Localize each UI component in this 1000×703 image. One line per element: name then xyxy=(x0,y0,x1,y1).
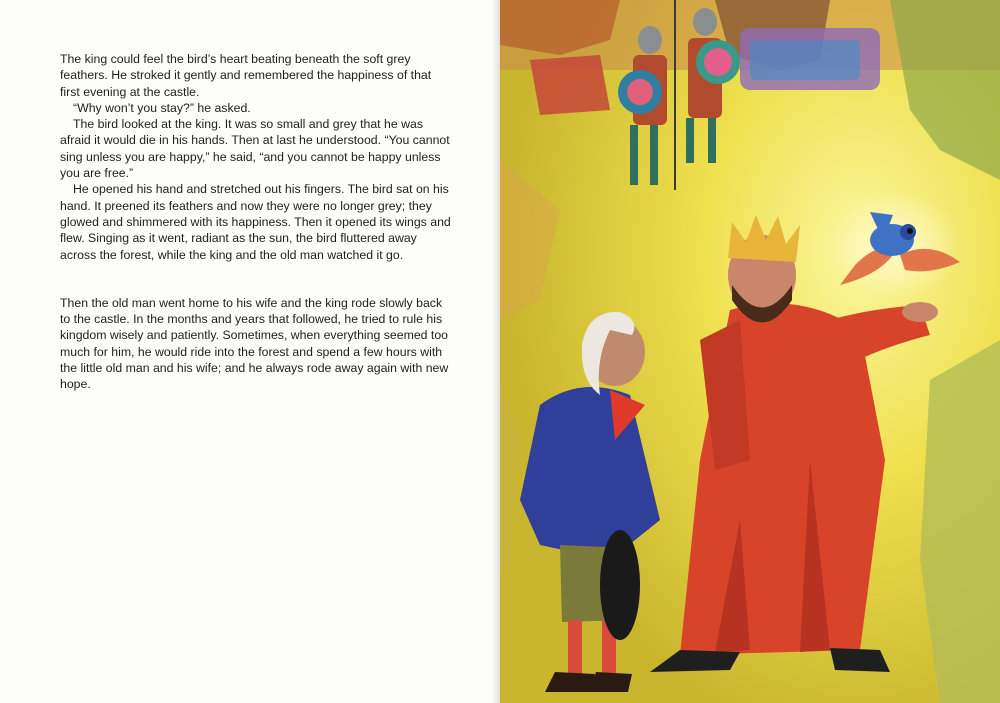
king-and-bird-illustration xyxy=(500,0,1000,703)
paragraph-2: “Why won’t you stay?” he asked. xyxy=(73,100,251,115)
paragraph-3: The bird looked at the king. It was so small and grey that he was afraid it would die in his hands. Then at last he understood. “You cannot sing unless you are happy,” he said, “and you cannot be happy unless you are free.” xyxy=(60,117,450,181)
text-page xyxy=(0,0,497,703)
paragraph-4: He opened his hand and stretched out his fingers. The bird sat on his hand. It preened its feathers and now they were no longer grey; they glowed and shimmered with its happiness. Then it opened its wings and flew. Singing as it went, radiant as the sun, the bird fluttered away across the forest, while the king and the old man watched it go. xyxy=(60,182,451,262)
illustration-page xyxy=(500,0,1000,703)
paragraph-1: The king could feel the bird’s heart beating beneath the soft grey feathers. He stroked it gently and remembered the happiness of that first evening at the castle. xyxy=(60,52,432,99)
flying-bird xyxy=(830,190,960,300)
paragraph-5: Then the old man went home to his wife and the king rode slowly back to the castle. In the months and years that followed, he tried to rule his kingdom wisely and patiently. Sometimes, when everything seemed too much for him, he would ride into the forest and spend a few hours with the little old man and his wife; and he always rode away again with new hope. xyxy=(60,295,449,392)
story-text xyxy=(60,51,452,393)
